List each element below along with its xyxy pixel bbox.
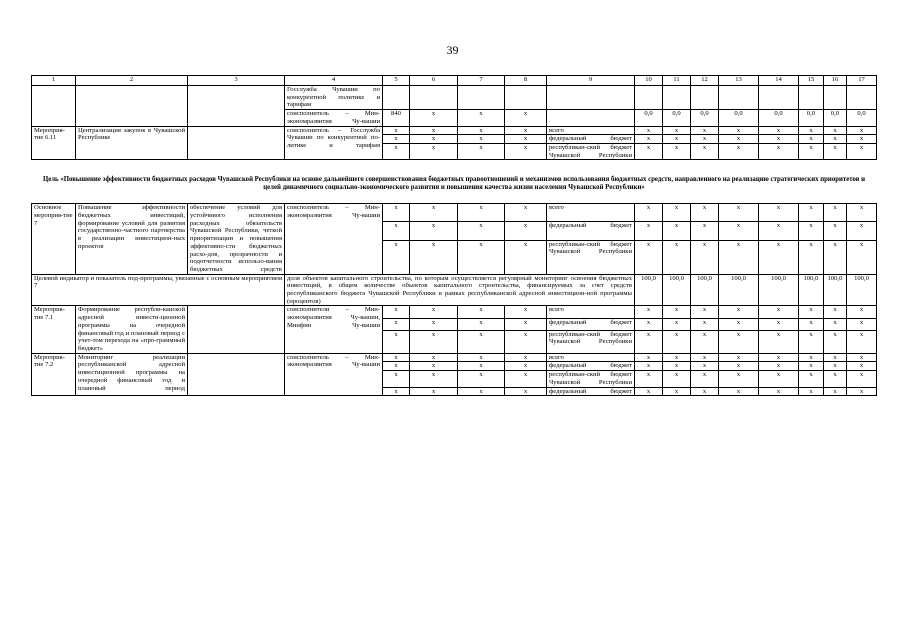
value-cell: x — [824, 143, 847, 159]
value-cell: 0,0 — [635, 110, 663, 126]
coexecutor-cell: соисполнитель – Мин-экономразвития Чу-вашии — [285, 204, 383, 274]
value-cell: x — [847, 240, 877, 274]
column-number: 14 — [759, 76, 799, 86]
measure-goal — [188, 353, 285, 396]
value-cell: x — [799, 126, 824, 135]
code-cell: x — [505, 110, 547, 126]
column-number: 17 — [847, 76, 877, 86]
funding-source: республикан-ский бюджет Чувашской Республики — [547, 143, 635, 159]
code-cell: x — [383, 318, 410, 330]
value-cell: x — [847, 222, 877, 240]
column-number: 2 — [76, 76, 188, 86]
indicator-value: 100,0 — [635, 274, 663, 306]
measure-title: Повышение эффективности бюджетных инвестиций, формирование условий для развития государственно-частного партнерства в реализации инвестицион-ных проектов — [76, 204, 188, 274]
value-cell: 0,0 — [799, 110, 824, 126]
value-cell: x — [799, 204, 824, 222]
funding-source: федеральный бюджет — [547, 222, 635, 240]
code-cell: x — [505, 126, 547, 135]
value-cell: x — [635, 204, 663, 222]
value-cell: x — [799, 306, 824, 318]
code-cell: x — [383, 362, 410, 371]
value-cell: x — [719, 318, 759, 330]
column-number: 7 — [458, 76, 505, 86]
column-number: 6 — [410, 76, 458, 86]
coexecutor-cell: соисполнители – Мин-экономразвития Чу-вашии, Минфин Чу-вашии — [285, 306, 383, 353]
value-cell: x — [847, 204, 877, 222]
code-cell: x — [458, 387, 505, 396]
value-cell: x — [635, 362, 663, 371]
value-cell: x — [799, 143, 824, 159]
value-cell: x — [635, 143, 663, 159]
value-cell: 0,0 — [824, 110, 847, 126]
funding-source: всего — [547, 204, 635, 222]
measure-title: Централизация закупок в Чувашской Республике — [76, 126, 188, 160]
value-cell: x — [824, 330, 847, 353]
column-number: 15 — [799, 76, 824, 86]
value-cell: x — [847, 126, 877, 135]
column-number: 13 — [719, 76, 759, 86]
value-cell: x — [719, 126, 759, 135]
value-cell: x — [663, 353, 691, 362]
value-cell: x — [663, 126, 691, 135]
value-cell: x — [759, 330, 799, 353]
code-cell: x — [383, 204, 410, 222]
value-cell: x — [824, 126, 847, 135]
value-cell: x — [799, 353, 824, 362]
value-cell: x — [759, 306, 799, 318]
value-cell: x — [663, 204, 691, 222]
value-cell: 0,0 — [759, 110, 799, 126]
code-cell: x — [410, 240, 458, 274]
measure-title: Мониторинг реализации республиканской адресной инвестиционной программы на очередной финансовый год и плановый период — [76, 353, 188, 396]
value-cell: x — [719, 371, 759, 387]
value-cell: x — [847, 353, 877, 362]
code-cell: x — [505, 222, 547, 240]
value-cell: x — [824, 362, 847, 371]
value-cell: x — [759, 135, 799, 144]
code-cell: x — [505, 306, 547, 318]
value-cell: x — [759, 318, 799, 330]
funding-source: республикан-ский бюджет Чувашской Республики — [547, 371, 635, 387]
value-cell: x — [719, 143, 759, 159]
measure-goal — [188, 306, 285, 353]
value-cell: x — [719, 222, 759, 240]
code-cell: x — [383, 126, 410, 135]
table-row — [32, 204, 877, 222]
code-cell: x — [410, 126, 458, 135]
value-cell: x — [847, 387, 877, 396]
value-cell: x — [847, 330, 877, 353]
goal-row — [32, 160, 877, 204]
column-number: 5 — [383, 76, 410, 86]
indicator-row — [32, 274, 877, 306]
coexecutor-cell: Госслужба Чувашии по конкурентной политике и тарифам — [285, 86, 383, 110]
code-cell: x — [505, 318, 547, 330]
value-cell: x — [691, 306, 719, 318]
indicator-value: 100,0 — [799, 274, 824, 306]
page-number: 39 — [446, 43, 459, 57]
code-cell: x — [383, 306, 410, 318]
measure-name: Основное мероприя-тие 7 — [32, 204, 76, 274]
column-number: 10 — [635, 76, 663, 86]
value-cell: x — [719, 306, 759, 318]
measure-title: Формирование республи-канской адресной инвести-ционной программы на очередной финансовый год и плановый период с учет-том перехода на «про-граммный бюджет» — [76, 306, 188, 353]
value-cell: x — [719, 353, 759, 362]
coexecutor-cell: соисполнитель – Мин-экономразвития Чу-вашии — [285, 110, 383, 126]
code-cell: x — [383, 222, 410, 240]
code-cell: x — [458, 371, 505, 387]
value-cell: x — [824, 240, 847, 274]
code-cell: x — [410, 222, 458, 240]
value-cell: x — [799, 330, 824, 353]
value-cell: x — [691, 371, 719, 387]
value-cell: x — [847, 306, 877, 318]
value-cell: x — [759, 204, 799, 222]
code-cell: x — [505, 330, 547, 353]
funding-source: республикан-ский бюджет Чувашской Республики — [547, 330, 635, 353]
value-cell: x — [759, 240, 799, 274]
value-cell: x — [663, 387, 691, 396]
value-cell: x — [691, 222, 719, 240]
value-cell: x — [635, 222, 663, 240]
value-cell: x — [691, 126, 719, 135]
column-number-row — [32, 76, 877, 86]
value-cell: x — [635, 353, 663, 362]
value-cell: x — [719, 387, 759, 396]
value-cell: x — [824, 318, 847, 330]
value-cell: x — [635, 330, 663, 353]
funding-source: всего — [547, 306, 635, 318]
code-cell: x — [458, 318, 505, 330]
value-cell: x — [847, 318, 877, 330]
code-cell: x — [505, 362, 547, 371]
value-cell: x — [719, 204, 759, 222]
coexecutor-cell: соисполнитель – Мин-экономразвития Чу-вашии — [285, 353, 383, 396]
code-cell: x — [505, 135, 547, 144]
value-cell: x — [691, 330, 719, 353]
value-cell: x — [759, 353, 799, 362]
funding-source: федеральный бюджет — [547, 135, 635, 144]
column-number: 12 — [691, 76, 719, 86]
code-cell: x — [458, 126, 505, 135]
funding-source: федеральный бюджет — [547, 318, 635, 330]
value-cell: x — [663, 240, 691, 274]
indicator-value: 100,0 — [824, 274, 847, 306]
code-cell: x — [458, 330, 505, 353]
code-cell: x — [458, 240, 505, 274]
code-cell: x — [505, 204, 547, 222]
code-cell: x — [383, 330, 410, 353]
code-cell: x — [410, 353, 458, 362]
code-cell: x — [458, 222, 505, 240]
value-cell: x — [799, 240, 824, 274]
value-cell: x — [799, 135, 824, 144]
value-cell: x — [719, 330, 759, 353]
measure-name: Мероприя-тие 7.2 — [32, 353, 76, 396]
value-cell: x — [691, 318, 719, 330]
value-cell: x — [824, 387, 847, 396]
funding-source: всего — [547, 126, 635, 135]
value-cell: x — [799, 387, 824, 396]
value-cell: x — [635, 371, 663, 387]
table-row — [32, 126, 877, 135]
indicator-value: 100,0 — [719, 274, 759, 306]
value-cell: x — [663, 135, 691, 144]
code-cell: x — [410, 135, 458, 144]
value-cell: x — [635, 306, 663, 318]
code-cell: 840 — [383, 110, 410, 126]
value-cell: x — [759, 222, 799, 240]
funding-source: республикан-ский бюджет Чувашской Республики — [547, 240, 635, 274]
measure-goal: обеспечение условий для устойчивого исполнения расходных обязательств Чувашской Республики, четкой приоритизации и повышения эффективно-сти бюджетных расхо-дов, прозрачности и подотчетности использо-вания бюджетных средств — [188, 204, 285, 274]
value-cell: x — [635, 240, 663, 274]
column-number: 3 — [188, 76, 285, 86]
code-cell: x — [505, 240, 547, 274]
measure-goal — [188, 126, 285, 160]
value-cell: x — [663, 306, 691, 318]
code-cell: x — [383, 353, 410, 362]
value-cell: x — [691, 362, 719, 371]
value-cell: x — [824, 306, 847, 318]
value-cell: x — [719, 240, 759, 274]
value-cell: x — [635, 126, 663, 135]
code-cell: x — [505, 143, 547, 159]
value-cell: x — [635, 318, 663, 330]
code-cell: x — [458, 204, 505, 222]
code-cell: x — [458, 306, 505, 318]
value-cell: x — [691, 204, 719, 222]
value-cell: x — [691, 387, 719, 396]
value-cell: x — [663, 371, 691, 387]
code-cell: x — [458, 110, 505, 126]
goal-text: Цель «Повышение эффективности бюджетных расходов Чувашской Республики на основе дальнейшего совершенствования бюджетных правоотношений и механизмов использования бюджетных средств, направленного на реализацию стратегических приоритетов и целей динамичного социально-экономического развития и повышения качества жизни населения Чувашской Республики» — [32, 160, 877, 204]
funding-source: федеральный бюджет — [547, 387, 635, 396]
code-cell: x — [410, 387, 458, 396]
value-cell: x — [635, 135, 663, 144]
value-cell: x — [824, 222, 847, 240]
table-row — [32, 353, 877, 362]
funding-source: федеральный бюджет — [547, 362, 635, 371]
value-cell: x — [759, 143, 799, 159]
value-cell: x — [719, 362, 759, 371]
indicator-value: 100,0 — [847, 274, 877, 306]
value-cell: x — [799, 371, 824, 387]
code-cell: x — [458, 353, 505, 362]
value-cell: x — [691, 240, 719, 274]
value-cell: x — [799, 362, 824, 371]
value-cell: x — [691, 143, 719, 159]
value-cell: x — [759, 126, 799, 135]
code-cell: x — [505, 371, 547, 387]
value-cell: x — [759, 362, 799, 371]
indicator-value: 100,0 — [691, 274, 719, 306]
column-number: 8 — [505, 76, 547, 86]
value-cell: x — [663, 318, 691, 330]
program-table — [31, 75, 877, 396]
indicator-label: Целевой индикатор и показатель под-программы, увязанные с основным мероприятием 7 — [32, 274, 285, 306]
code-cell: x — [410, 330, 458, 353]
value-cell: x — [663, 143, 691, 159]
value-cell: x — [663, 330, 691, 353]
code-cell: x — [410, 362, 458, 371]
code-cell: x — [383, 371, 410, 387]
measure-name: Мероприя-тие 7.1 — [32, 306, 76, 353]
column-number: 11 — [663, 76, 691, 86]
column-number: 4 — [285, 76, 383, 86]
value-cell: x — [691, 353, 719, 362]
code-cell: x — [410, 318, 458, 330]
column-number: 9 — [547, 76, 635, 86]
value-cell: x — [847, 143, 877, 159]
indicator-value: 100,0 — [759, 274, 799, 306]
value-cell: x — [847, 362, 877, 371]
column-number: 16 — [824, 76, 847, 86]
code-cell: x — [383, 240, 410, 274]
value-cell: x — [847, 371, 877, 387]
value-cell: x — [663, 362, 691, 371]
funding-source: всего — [547, 353, 635, 362]
indicator-text: доля объектов капитального строительства, по которым осуществляется регулярный мониторинг освоения бюджетных инвестиций, в общем количестве объектов капитального строительства, финансируемых за счет средств республиканского бюджета Чувашской Республики в рамках республиканской адресной инвестицион-ной программы (процентов) — [285, 274, 635, 306]
value-cell: 0,0 — [719, 110, 759, 126]
value-cell: x — [824, 135, 847, 144]
code-cell: x — [505, 353, 547, 362]
code-cell: x — [458, 143, 505, 159]
value-cell: x — [824, 204, 847, 222]
code-cell: x — [410, 143, 458, 159]
value-cell: x — [799, 222, 824, 240]
value-cell: 0,0 — [663, 110, 691, 126]
code-cell: x — [383, 143, 410, 159]
value-cell: x — [663, 222, 691, 240]
code-cell: x — [410, 306, 458, 318]
code-cell: x — [410, 204, 458, 222]
value-cell: 0,0 — [691, 110, 719, 126]
column-number: 1 — [32, 76, 76, 86]
code-cell: x — [458, 362, 505, 371]
value-cell: x — [691, 135, 719, 144]
table-row — [32, 306, 877, 318]
value-cell: x — [635, 387, 663, 396]
code-cell: x — [410, 110, 458, 126]
code-cell: x — [410, 371, 458, 387]
value-cell: x — [824, 371, 847, 387]
measure-name: Мероприя-тие 6.11 — [32, 126, 76, 160]
value-cell: x — [719, 135, 759, 144]
value-cell: x — [759, 387, 799, 396]
value-cell: x — [847, 135, 877, 144]
code-cell: x — [383, 387, 410, 396]
value-cell: x — [759, 371, 799, 387]
code-cell: x — [458, 135, 505, 144]
value-cell: x — [799, 318, 824, 330]
value-cell: 0,0 — [847, 110, 877, 126]
indicator-value: 100,0 — [663, 274, 691, 306]
value-cell: x — [824, 353, 847, 362]
coexecutor-cell: соисполнитель – Госслужба Чувашии по конкурентной по-литике и тарифам — [285, 126, 383, 160]
code-cell: x — [383, 135, 410, 144]
code-cell: x — [505, 387, 547, 396]
table-row — [32, 86, 877, 110]
